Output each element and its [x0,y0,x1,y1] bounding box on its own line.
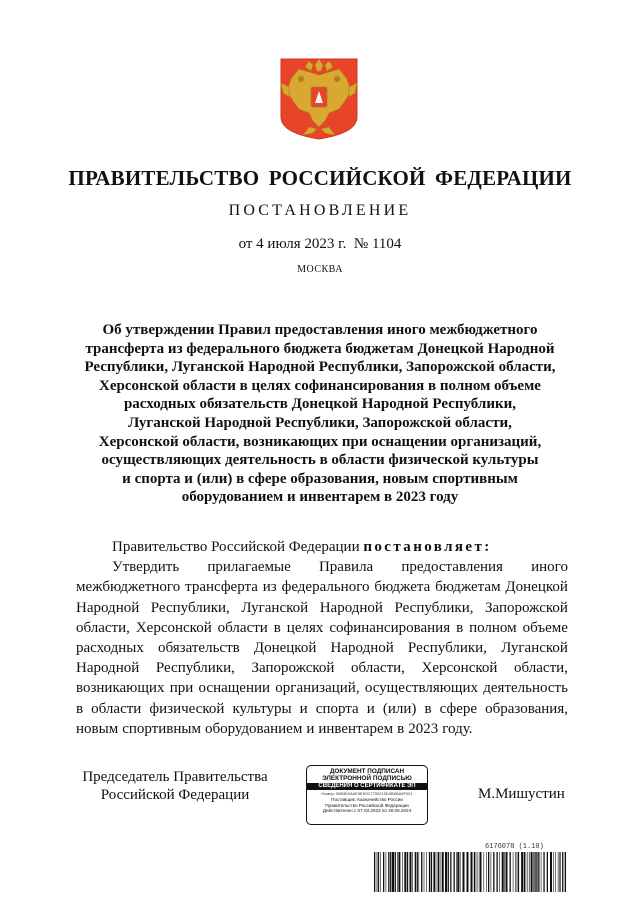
barcode-bar [395,852,396,892]
barcode-bar [528,852,529,892]
barcode-bar [541,852,542,892]
barcode-bar [454,852,455,892]
heading-line: Об утверждении Правил предоставления иного межбюджетного [102,322,538,338]
barcode-bar [502,852,504,892]
barcode-bar [526,852,527,892]
heading-line: Херсонской области, возникающих при оснащении организаций, [98,433,542,450]
barcode-bar [442,852,444,892]
barcode-bar [433,852,435,892]
signer-name: М.Мишустин [478,786,565,802]
barcode-bar [550,852,552,892]
barcode-bar [463,852,465,892]
heading-line: Республики, Луганской Народной Республики, Запорожской области, [84,359,556,376]
barcode-bar [538,852,539,892]
barcode-bar [440,852,441,892]
body-line: возникающих при оснащении организаций, осуществляющих деятельность [76,680,568,697]
body-intro-decree: постановляет: [363,539,492,555]
government-title: ПРАВИТЕЛЬСТВО РОССИЙСКОЙ ФЕДЕРАЦИИ [68,166,572,190]
barcode-bar [488,852,489,892]
barcode-bar [474,852,475,892]
barcode-bar [407,852,408,892]
barcode-bar [565,852,566,892]
barcode-bar [431,852,432,892]
barcode-bar [533,852,534,892]
body-line: в области физической культуры и спорта и (или) в сфере образования, [76,700,568,717]
barcode-bar [484,852,485,892]
barcode-bar [499,852,500,892]
barcode-bar [491,852,492,892]
barcode-bar [536,852,537,892]
stamp-issuer: Поставщик: Казначейство России [331,797,403,802]
heading-line: оборудованием и инвентарем в 2023 году [181,489,459,506]
barcode-bar [419,852,420,892]
barcode-bar [457,852,459,892]
barcode-bar [380,852,381,892]
barcode-bar [412,852,413,892]
stamp-owner: Правительство Российской Федерации [325,802,409,808]
signer-title [80,768,270,804]
barcode-icon [374,852,566,892]
stamp-validity: Действителен с 07.03.2023 по 30.05.2024 [322,808,412,814]
barcode-bar [562,852,563,892]
barcode-bar [555,852,556,892]
barcode-bar [450,852,451,892]
barcode-bar [524,852,525,892]
body-line: новым спортивным оборудованием и инвентарем в 2023 году. [76,720,473,737]
barcode-bar [398,852,400,892]
body-line: Народной Республики, Запорожской области, Херсонской области, [76,660,568,677]
body-line: области, Херсонской области в целях софинансирования в полном объеме [76,619,568,636]
barcode-bar [424,852,425,892]
barcode-bar [515,852,516,892]
barcode-bar [531,852,533,892]
signer-title-line: Председатель Правительства [82,769,268,785]
barcode-bar [547,852,548,892]
barcode-bar [534,852,535,892]
barcode-bar [460,852,461,892]
barcode-bar [377,852,378,892]
document-type: ПОСТАНОВЛЕНИЕ [228,202,412,219]
stamp-line: ЭЛЕКТРОННОЙ ПОДПИСЬЮ [322,775,412,782]
barcode-bar [510,852,511,892]
barcode-bar [493,852,494,892]
body-line: Утвердить прилагаемые Правила предоставления иного [112,559,568,576]
barcode-number: 6176078 (1.10) [485,843,544,851]
barcode-bar [476,852,477,892]
heading-line: расходных обязательств Донецкой Народной Республики, [123,396,517,413]
barcode-bar [517,852,518,892]
barcode-bar [504,852,505,892]
barcode-bar [553,852,554,892]
barcode-bar [506,852,508,892]
barcode-bar [529,852,530,892]
heading-line: Луганской Народной Республики, Запорожской области, [128,414,512,431]
body-intro-line [76,537,568,557]
barcode-bar [480,852,482,892]
barcode-bar [417,852,418,892]
heading-line: и спорта и (или) в сфере образования, новым спортивным [122,470,518,487]
barcode-bar [386,852,387,892]
barcode-bar [378,852,379,892]
heading-line: осуществляющих деятельность в области физической культуры [101,452,539,469]
barcode-bar [559,852,560,892]
barcode-bar [560,852,561,892]
stamp-certificate-header: СВЕДЕНИЯ О СЕРТИФИКАТЕ ЭП [307,783,427,790]
barcode-bar [374,852,375,892]
barcode-bar [471,852,473,892]
barcode-bar [390,852,391,892]
barcode-bar [518,852,519,892]
barcode-bar [437,852,438,892]
barcode-bar [438,852,439,892]
barcode-bar [388,852,389,892]
barcode-bar [415,852,416,892]
barcode-bar [486,852,487,892]
barcode-bar [383,852,384,892]
stamp-line: ДОКУМЕНТ ПОДПИСАН [329,768,405,775]
barcode-bar [558,852,559,892]
barcode-bar [410,852,412,892]
signer-title-line: Российской Федерации [100,787,250,803]
barcode-bar [478,852,479,892]
document-body [76,537,568,739]
barcode-bar [448,852,449,892]
electronic-signature-stamp [306,765,428,825]
document-date-number: от 4 июля 2023 г. № 1104 [238,236,402,252]
barcode-bar [426,852,427,892]
barcode-bar [543,852,544,892]
body-line: расходных обязательств Донецкой Народной Республики, Луганской [76,640,568,657]
document-city: МОСКВА [297,264,343,275]
barcode-bar [445,852,447,892]
stamp-serial: Номер: 00B3E0A9E9EE0C7750219D0B0BA9F001 [321,791,413,796]
barcode-bar [402,852,403,892]
barcode-bar [521,852,523,892]
barcode-bar [421,852,422,892]
heading-line: Херсонской области в целях софинансирования в полном объеме [99,377,541,394]
barcode-bar [467,852,469,892]
body-intro: Правительство Российской Федерации [112,539,360,555]
barcode-bar [397,852,398,892]
barcode-bar [404,852,406,892]
barcode-bar [513,852,514,892]
barcode-bar [392,852,394,892]
barcode-bar [429,852,430,892]
barcode-bar [456,852,457,892]
heading-line: трансферта из федерального бюджета бюджетам Донецкой Народной [85,340,555,357]
coat-of-arms-icon [279,57,359,141]
body-line: межбюджетного трансферта из федерального бюджета бюджетам Донецкой [76,579,568,596]
document-heading [60,321,580,507]
body-line: Народной Республики, Луганской Народной Республики, Запорожской [76,599,568,616]
barcode-bar [497,852,498,892]
